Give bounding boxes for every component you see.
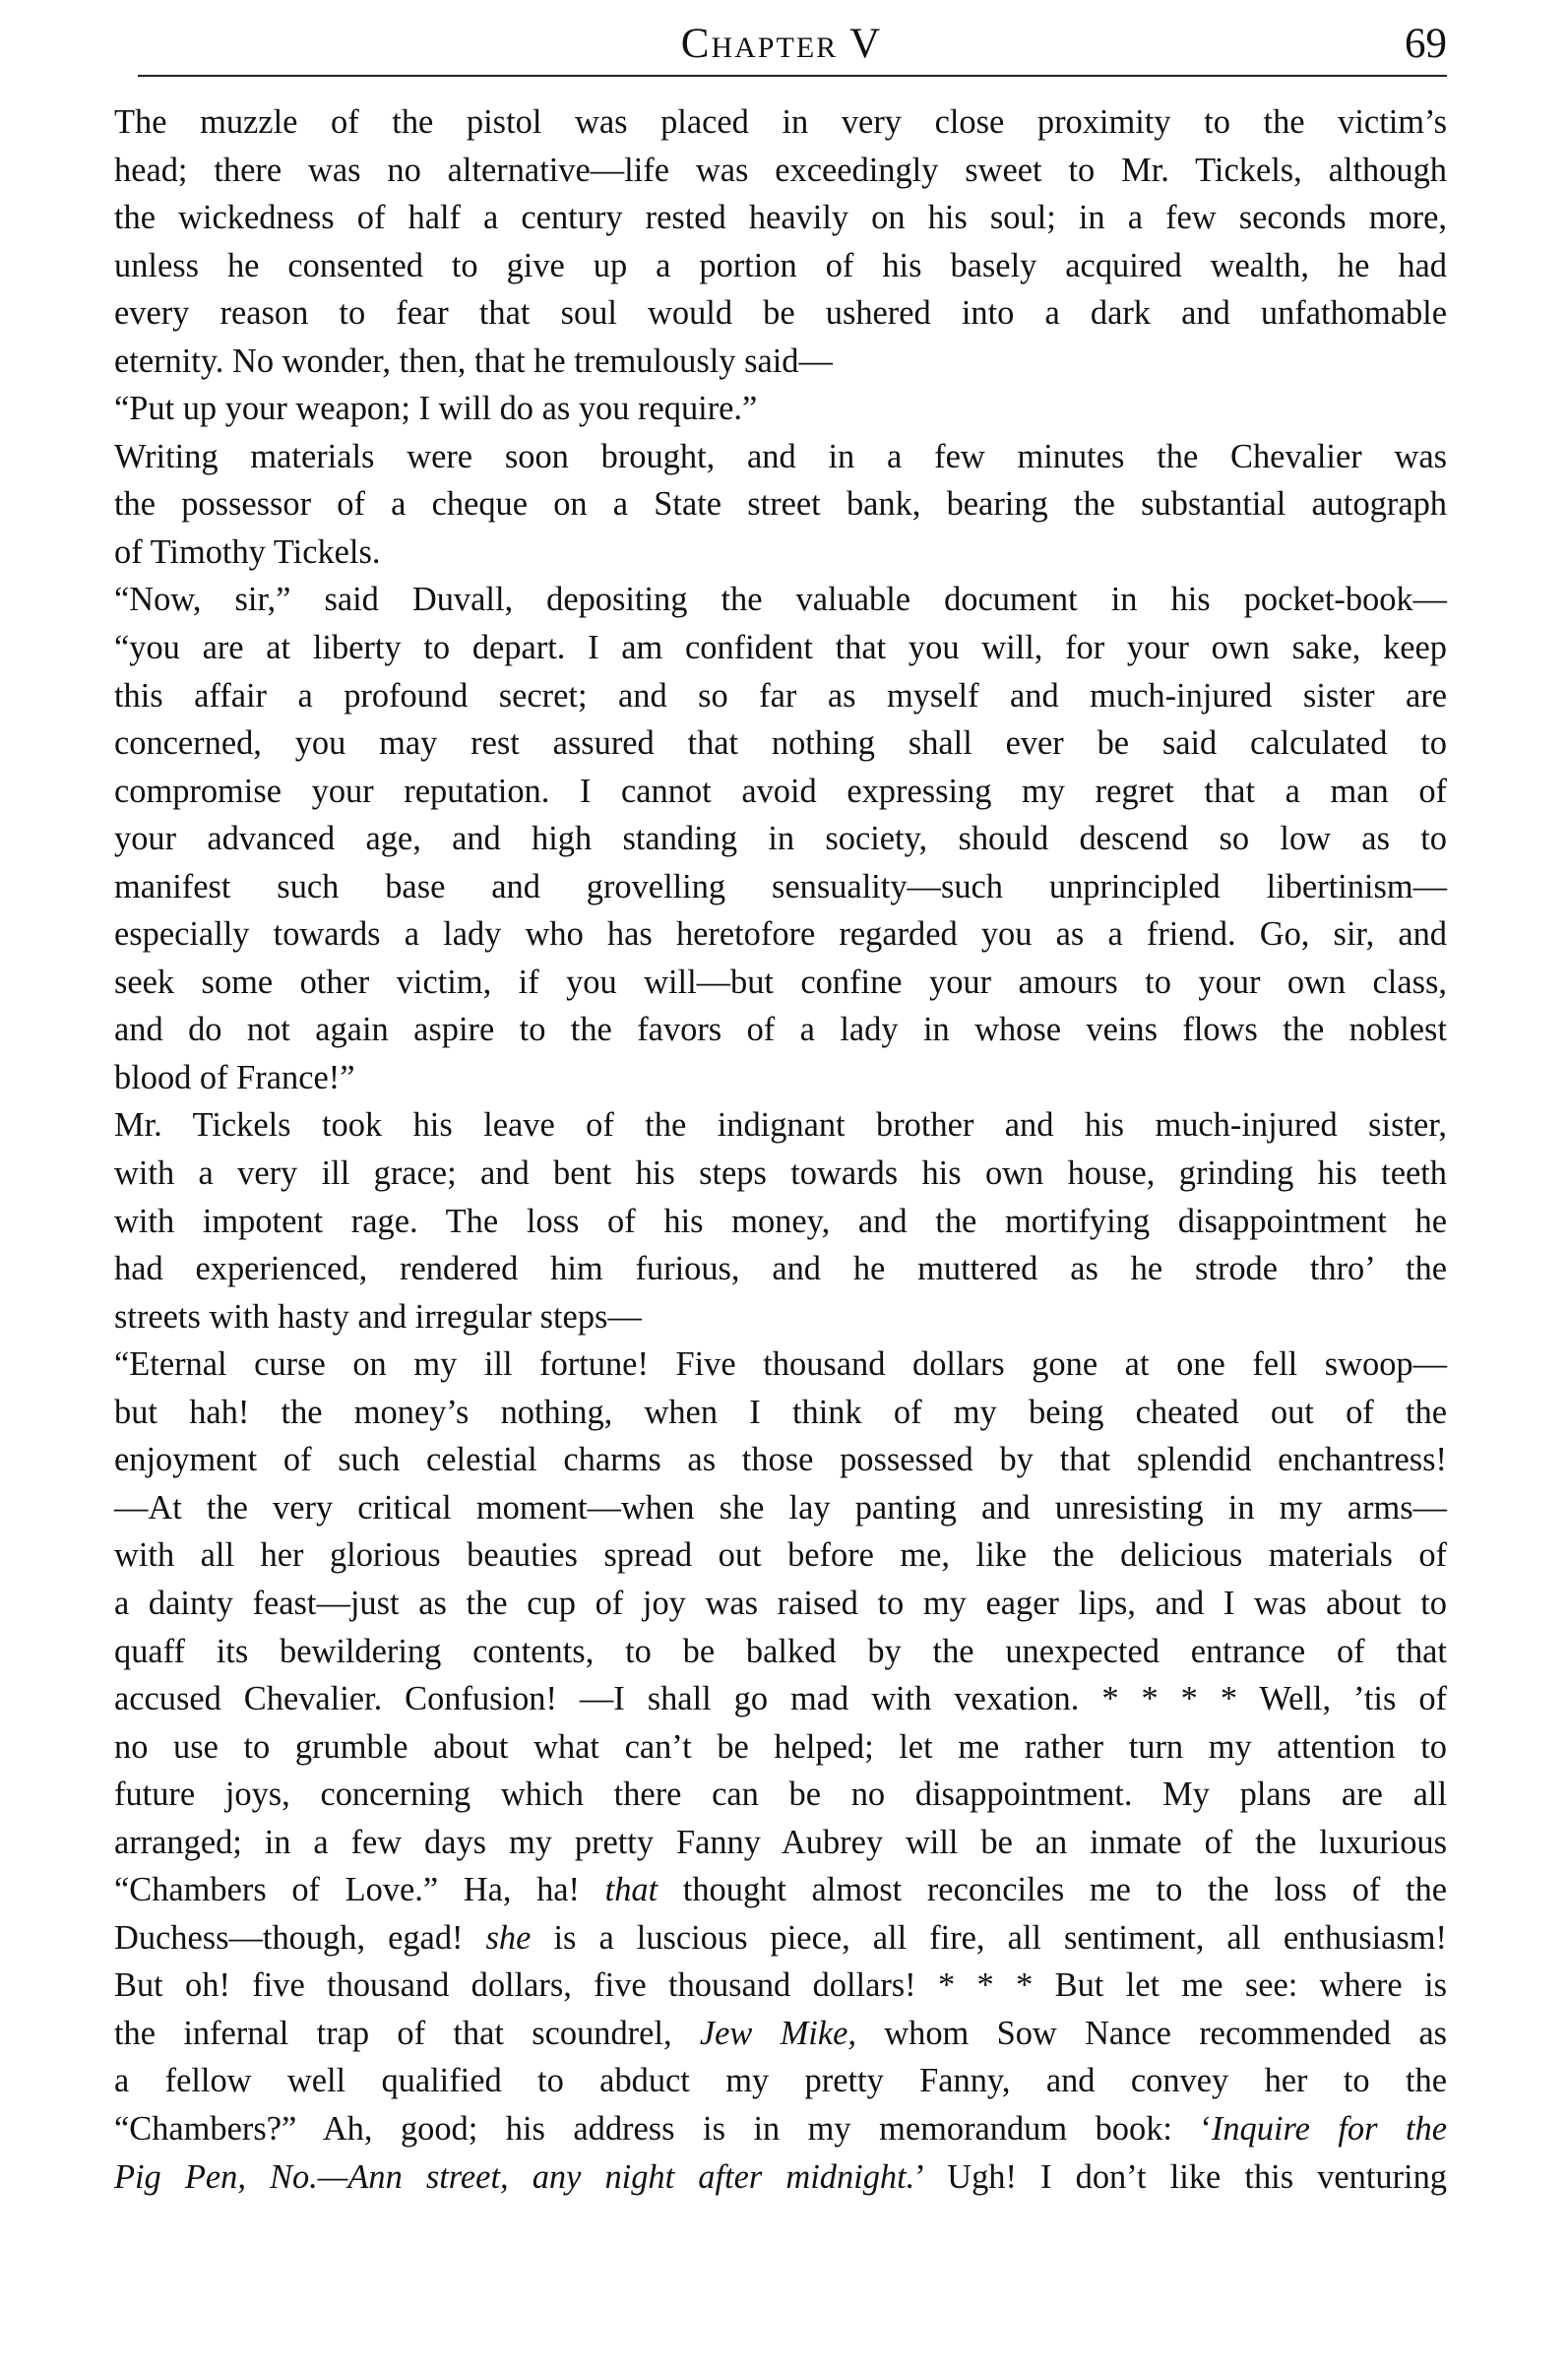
- text-line: arranged; in a few days my pretty Fanny Aubrey will be an inmate of the luxurious: [114, 1823, 1447, 1861]
- text-run: whom Sow Nance recommended as: [855, 2014, 1447, 2052]
- italic-text: Pig Pen, No.—Ann street, any night after midnight.: [114, 2157, 915, 2196]
- text-line: quaff its bewildering contents, to be balked by the unexpected entrance of that: [114, 1632, 1447, 1670]
- text-line: But oh! five thousand dollars, five thousand dollars! * * * But let me see: where is: [114, 1966, 1447, 2005]
- text-line: and do not again aspire to the favors of a lady in whose veins flows the noblest: [114, 1011, 1447, 1049]
- text-line: Mr. Tickels took his leave of the indignant brother and his much-injured sister,: [114, 1106, 1447, 1145]
- header-rule: [138, 75, 1447, 77]
- text-line: Writing materials were soon brought, and in a few minutes the Chevalier was: [114, 437, 1447, 475]
- paragraph: [114, 1340, 1447, 2201]
- text-line: [114, 2153, 1447, 2202]
- paragraph: [114, 433, 1447, 577]
- text-line: “Put up your weapon; I will do as you require.”: [114, 390, 758, 428]
- text-line: no use to grumble about what can’t be helped; let me rather turn my attention to: [114, 1727, 1447, 1766]
- text-line: future joys, concerning which there can be no disappointment. My plans are all: [114, 1776, 1447, 1814]
- body-text: [114, 98, 1447, 2201]
- text-line: “you are at liberty to depart. I am confident that you will, for your own sake, keep: [114, 629, 1447, 667]
- text-line: this affair a profound secret; and so far as myself and much-injured sister are: [114, 676, 1447, 715]
- text-line: [114, 1914, 1447, 1963]
- text-line: with impotent rage. The loss of his money, and the mortifying disappointment he: [114, 1202, 1447, 1240]
- text-line: every reason to fear that soul would be ushered into a dark and unfathomable: [114, 294, 1447, 333]
- text-line: especially towards a lady who has heretofore regarded you as a friend. Go, sir, and: [114, 915, 1447, 954]
- text-line: seek some other victim, if you will—but confine your amours to your own class,: [114, 963, 1447, 1001]
- text-line: manifest such base and grovelling sensuality—such unprincipled libertinism—: [114, 867, 1447, 905]
- text-line: eternity. No wonder, then, that he tremulously said—: [114, 342, 833, 380]
- text-line: [114, 1866, 1447, 1914]
- text-line: concerned, you may rest assured that nothing shall ever be said calculated to: [114, 724, 1447, 763]
- text-line: “Eternal curse on my ill fortune! Five thousand dollars gone at one fell swoop—: [114, 1345, 1447, 1384]
- text-line: blood of France!”: [114, 1058, 355, 1096]
- text-line: “Now, sir,” said Duvall, depositing the valuable document in his pocket-book—: [114, 581, 1447, 619]
- text-line: a fellow well qualified to abduct my pretty Fanny, and convey her to the: [114, 2062, 1447, 2100]
- text-line: a dainty feast—just as the cup of joy was raised to my eager lips, and I was about to: [114, 1584, 1447, 1622]
- text-line: accused Chevalier. Confusion! —I shall go mad with vexation. * * * * Well, ’tis of: [114, 1680, 1447, 1718]
- text-run: “Chambers?” Ah, good; his address is in my memorandum book: ‘: [114, 2109, 1212, 2148]
- paragraph: [114, 98, 1447, 385]
- text-line: of Timothy Tickels.: [114, 532, 381, 571]
- text-line: —At the very critical moment—when she lay panting and unresisting in my arms—: [114, 1488, 1447, 1527]
- italic-text: she: [485, 1918, 532, 1957]
- text-line: The muzzle of the pistol was placed in very close proximity to the victim’s: [114, 103, 1447, 141]
- text-line: the possessor of a cheque on a State street bank, bearing the substantial autograph: [114, 485, 1447, 524]
- text-line: enjoyment of such celestial charms as those possessed by that splendid enchantress!: [114, 1441, 1447, 1479]
- text-line: had experienced, rendered him furious, and he muttered as he strode thro’ the: [114, 1250, 1447, 1288]
- paragraph: [114, 576, 1447, 1101]
- text-line: the wickedness of half a century rested heavily on his soul; in a few seconds more,: [114, 199, 1447, 237]
- text-run: thought almost reconciles me to the loss of the: [658, 1871, 1447, 1909]
- text-run: “Chambers of Love.” Ha, ha!: [114, 1871, 605, 1909]
- text-line: [114, 2010, 1447, 2058]
- italic-text: that: [604, 1871, 659, 1909]
- text-run: ’ Ugh! I don’t like this venturing: [914, 2157, 1447, 2196]
- text-line: your advanced age, and high standing in society, should descend so low as to: [114, 820, 1447, 858]
- italic-text: Jew Mike,: [699, 2014, 856, 2052]
- text-line: streets with hasty and irregular steps—: [114, 1297, 642, 1336]
- text-run: Duchess—though, egad!: [114, 1918, 486, 1957]
- paragraph: [114, 1101, 1447, 1340]
- text-run: the infernal trap of that scoundrel,: [114, 2014, 700, 2052]
- text-line: [114, 2105, 1447, 2153]
- text-line: unless he consented to give up a portion of his basely acquired wealth, he had: [114, 246, 1447, 284]
- text-line: with a very ill grace; and bent his steps towards his own house, grinding his teeth: [114, 1154, 1447, 1193]
- text-line: but hah! the money’s nothing, when I think of my being cheated out of the: [114, 1393, 1447, 1431]
- text-run: is a luscious piece, all fire, all sentiment, all enthusiasm!: [531, 1918, 1448, 1957]
- text-line: compromise your reputation. I cannot avoid expressing my regret that a man of: [114, 772, 1447, 810]
- italic-text: Inquire for the: [1211, 2109, 1447, 2148]
- running-header: [116, 8, 1447, 77]
- text-line: head; there was no alternative—life was exceedingly sweet to Mr. Tickels, although: [114, 151, 1447, 189]
- chapter-title: Chapter V: [680, 21, 883, 67]
- page-number: 69: [1405, 21, 1447, 67]
- paragraph: [114, 385, 1447, 433]
- text-line: with all her glorious beauties spread out before me, like the delicious materials of: [114, 1536, 1447, 1575]
